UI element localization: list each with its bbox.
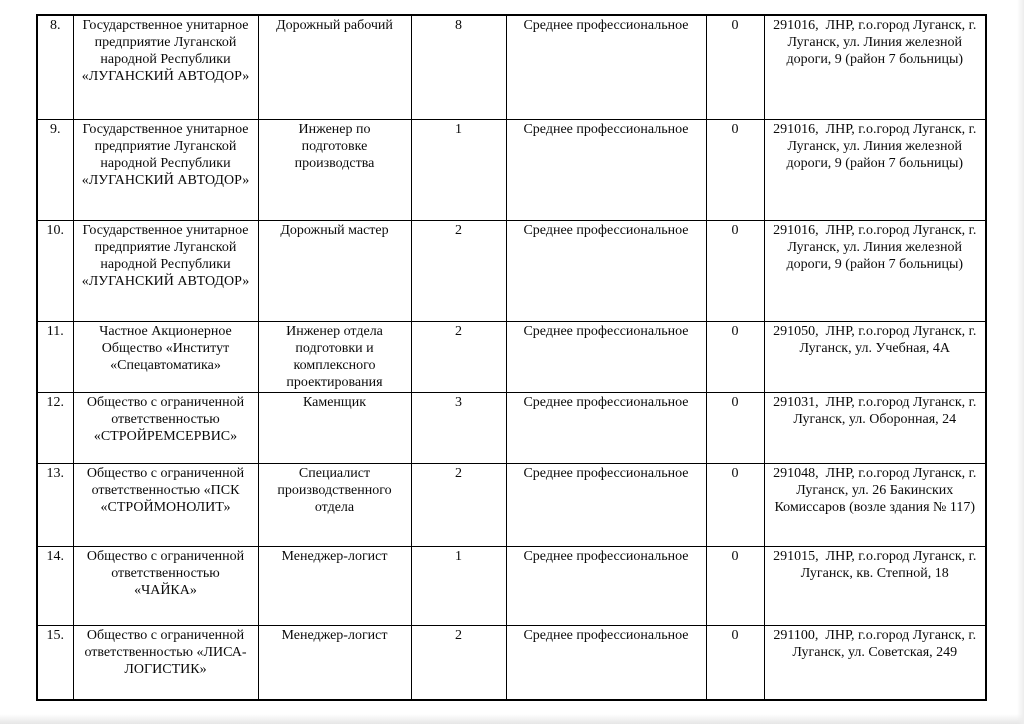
position-cell: Инженер отдела подготовки и комплексного проектирования	[258, 321, 411, 392]
address-cell: 291016, ЛНР, г.о.город Луганск, г. Луганск, ул. Линия железной дороги, 9 (район 7 больницы)	[764, 15, 986, 119]
address-cell: 291048, ЛНР, г.о.город Луганск, г. Луганск, ул. 26 Бакинских Комиссаров (возле здания № 117)	[764, 463, 986, 546]
vacancy-count-cell: 1	[411, 546, 506, 625]
row-number-cell: 15.	[37, 625, 73, 700]
vacancy-count-cell: 2	[411, 321, 506, 392]
zero-column-cell: 0	[706, 625, 764, 700]
position-cell: Специалист производственного отдела	[258, 463, 411, 546]
table-row	[37, 220, 986, 321]
table-row	[37, 463, 986, 546]
address-cell: 291015, ЛНР, г.о.город Луганск, г. Луганск, кв. Степной, 18	[764, 546, 986, 625]
row-number-cell: 12.	[37, 392, 73, 463]
position-cell: Инженер по подготовке производства	[258, 119, 411, 220]
row-number-cell: 11.	[37, 321, 73, 392]
table-row	[37, 546, 986, 625]
education-cell: Среднее профессиональное	[506, 392, 706, 463]
row-number-cell: 8.	[37, 15, 73, 119]
employer-cell: Государственное унитарное предприятие Луганской народной Республики «ЛУГАНСКИЙ АВТОДОР»	[73, 15, 258, 119]
zero-column-cell: 0	[706, 392, 764, 463]
employer-cell: Государственное унитарное предприятие Луганской народной Республики «ЛУГАНСКИЙ АВТОДОР»	[73, 220, 258, 321]
position-cell: Дорожный рабочий	[258, 15, 411, 119]
zero-column-cell: 0	[706, 119, 764, 220]
position-cell: Каменщик	[258, 392, 411, 463]
zero-column-cell: 0	[706, 220, 764, 321]
employer-cell: Частное Акционерное Общество «Институт «Спецавтоматика»	[73, 321, 258, 392]
table-row	[37, 392, 986, 463]
address-cell: 291100, ЛНР, г.о.город Луганск, г. Луганск, ул. Советская, 249	[764, 625, 986, 700]
vacancy-count-cell: 1	[411, 119, 506, 220]
employer-cell: Общество с ограниченной ответственностью «ЧАЙКА»	[73, 546, 258, 625]
table-row	[37, 119, 986, 220]
zero-column-cell: 0	[706, 15, 764, 119]
zero-column-cell: 0	[706, 463, 764, 546]
employer-cell: Государственное унитарное предприятие Луганской народной Республики «ЛУГАНСКИЙ АВТОДОР»	[73, 119, 258, 220]
page-edge-shadow-right	[1017, 0, 1024, 724]
table-row	[37, 15, 986, 119]
vacancy-count-cell: 2	[411, 625, 506, 700]
zero-column-cell: 0	[706, 546, 764, 625]
address-cell: 291016, ЛНР, г.о.город Луганск, г. Луганск, ул. Линия железной дороги, 9 (район 7 больницы)	[764, 119, 986, 220]
position-cell: Дорожный мастер	[258, 220, 411, 321]
education-cell: Среднее профессиональное	[506, 463, 706, 546]
row-number-cell: 13.	[37, 463, 73, 546]
row-number-cell: 10.	[37, 220, 73, 321]
vacancy-count-cell: 8	[411, 15, 506, 119]
education-cell: Среднее профессиональное	[506, 546, 706, 625]
vacancy-count-cell: 2	[411, 220, 506, 321]
employer-cell: Общество с ограниченной ответственностью «СТРОЙРЕМСЕРВИС»	[73, 392, 258, 463]
education-cell: Среднее профессиональное	[506, 220, 706, 321]
education-cell: Среднее профессиональное	[506, 119, 706, 220]
position-cell: Менеджер-логист	[258, 546, 411, 625]
position-cell: Менеджер-логист	[258, 625, 411, 700]
employer-cell: Общество с ограниченной ответственностью «ПСК «СТРОЙМОНОЛИТ»	[73, 463, 258, 546]
vacancy-count-cell: 3	[411, 392, 506, 463]
row-number-cell: 14.	[37, 546, 73, 625]
table-row	[37, 321, 986, 392]
address-cell: 291016, ЛНР, г.о.город Луганск, г. Луганск, ул. Линия железной дороги, 9 (район 7 больницы)	[764, 220, 986, 321]
employer-cell: Общество с ограниченной ответственностью «ЛИСА-ЛОГИСТИК»	[73, 625, 258, 700]
vacancy-table	[36, 14, 987, 701]
page-edge-shadow-bottom	[0, 714, 1024, 724]
education-cell: Среднее профессиональное	[506, 15, 706, 119]
zero-column-cell: 0	[706, 321, 764, 392]
table-row	[37, 625, 986, 700]
education-cell: Среднее профессиональное	[506, 321, 706, 392]
address-cell: 291050, ЛНР, г.о.город Луганск, г. Луганск, ул. Учебная, 4А	[764, 321, 986, 392]
education-cell: Среднее профессиональное	[506, 625, 706, 700]
address-cell: 291031, ЛНР, г.о.город Луганск, г. Луганск, ул. Оборонная, 24	[764, 392, 986, 463]
row-number-cell: 9.	[37, 119, 73, 220]
vacancy-count-cell: 2	[411, 463, 506, 546]
